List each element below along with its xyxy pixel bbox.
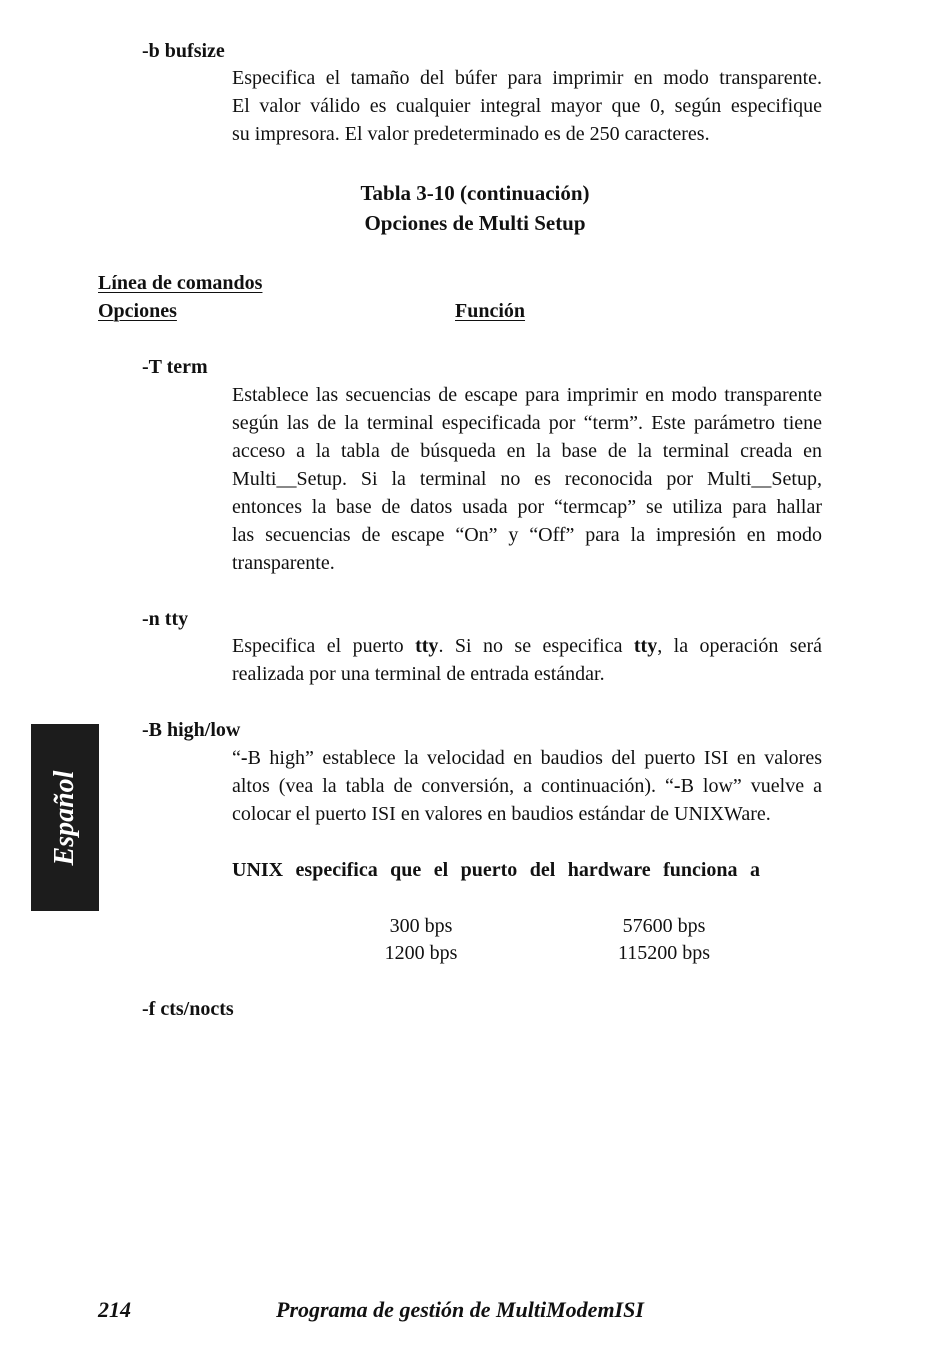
text-line (232, 632, 822, 660)
header-function: Función (455, 300, 526, 322)
text-run: B low” vuelve a (680, 775, 823, 797)
option-T-flag: -T term (142, 356, 208, 378)
text-run: altos (vea la tabla de conversión, a continuación). “ (232, 775, 674, 797)
rate-cell: 1200 bps (384, 942, 458, 964)
text-line (232, 772, 822, 800)
rate-cell: 300 bps (389, 915, 453, 937)
option-b-flag: -b bufsize (142, 40, 225, 62)
text-line: entonces la base de datos usada por “termcap” se utiliza para hallar (232, 496, 822, 518)
text-line: colocar el puerto ISI en valores en baudios estándar de UNIXWare. (232, 803, 771, 825)
term-tty: tty (415, 635, 439, 657)
text-run: B high” establece la velocidad en baudios del puerto ISI en valores (247, 747, 822, 769)
table-title: Tabla 3-10 (continuación) (360, 181, 590, 205)
language-side-tab (31, 724, 99, 911)
text-run: . Si no se especifica (438, 635, 634, 657)
header-line-of-commands: Línea de comandos (98, 272, 263, 294)
option-f-flag: -f cts/nocts (142, 998, 234, 1020)
option-T-description (232, 381, 822, 577)
text-line: su impresora. El valor predeterminado es de 250 caracteres. (232, 123, 710, 145)
option-B-description (232, 744, 822, 828)
text-line: realizada por una terminal de entrada estándar. (232, 663, 605, 685)
option-n-description (232, 632, 822, 688)
text-line: Multi__Setup. Si la terminal no es reconocida por Multi__Setup, (232, 468, 822, 490)
text-run: Especifica el puerto (232, 635, 416, 657)
dash-bold: - (240, 747, 248, 769)
text-run: “ (232, 747, 241, 769)
text-run: , la operación será (657, 635, 822, 657)
option-b-description (232, 64, 822, 148)
text-line: según las de la terminal especificada por “term”. Este parámetro tiene (232, 412, 822, 434)
language-side-tab-label: Español (49, 770, 80, 865)
rate-cell: 115200 bps (617, 942, 711, 964)
text-line: El valor válido es cualquier integral mayor que 0, según especifique (232, 95, 822, 117)
text-line: Especifica el tamaño del búfer para imprimir en modo transparente. (232, 67, 822, 89)
text-line: Establece las secuencias de escape para imprimir en modo transparente (232, 384, 822, 406)
text-line: acceso a la tabla de búsqueda en la base de la terminal creada en (232, 440, 822, 462)
table-subtitle: Opciones de Multi Setup (364, 211, 586, 235)
header-options: Opciones (98, 300, 177, 322)
text-line: transparente. (232, 552, 335, 574)
term-tty: tty (633, 635, 658, 657)
footer-title: Programa de gestión de MultiModemISI (276, 1297, 644, 1322)
text-line: las secuencias de escape “On” y “Off” para la impresión en modo (232, 524, 822, 546)
dash-bold: - (673, 775, 681, 797)
page-number: 214 (98, 1297, 131, 1322)
rate-cell: 57600 bps (622, 915, 706, 937)
unix-note: UNIX especifica que el puerto del hardware funciona a (232, 859, 760, 881)
text-line (232, 744, 822, 772)
option-n-flag: -n tty (142, 608, 189, 630)
option-B-flag: -B high/low (142, 719, 241, 741)
